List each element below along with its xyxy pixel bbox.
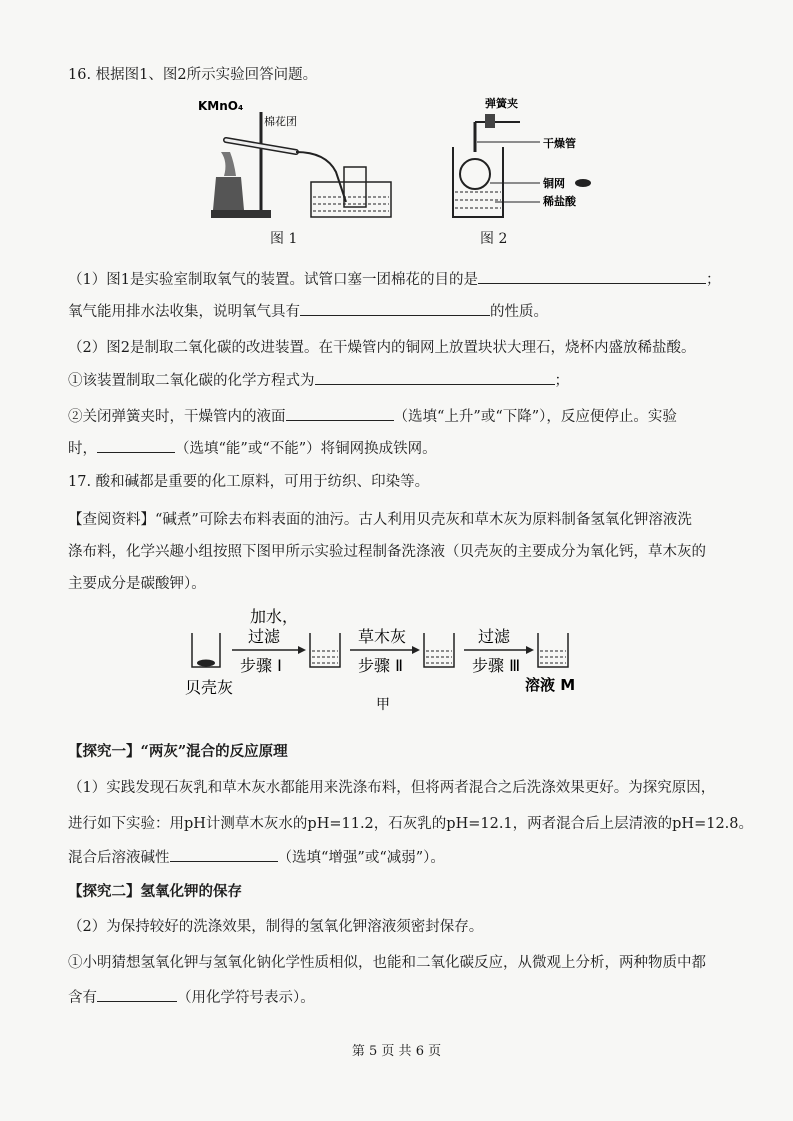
answer-blank-cotton-purpose[interactable] — [478, 269, 706, 284]
explore1-line3: 混合后溶液碱性 （选填“增强”或“减弱”）。 — [68, 846, 445, 867]
q16-stem: 16. 根据图1、图2所示实验回答问题。 — [68, 67, 318, 83]
explore2-line1: （2）为保持较好的洗涤效果，制得的氢氧化钾溶液须密封保存。 — [68, 919, 484, 935]
q16-part2-2-line2: 时， （选填“能”或“不能”）将铜网换成铁网。 — [68, 437, 437, 458]
step1-label: 步骤 Ⅰ — [240, 656, 282, 675]
answer-blank-can-replace[interactable] — [97, 438, 175, 453]
figure-1-caption: 图 1 — [270, 231, 298, 247]
start-label: 贝壳灰 — [185, 678, 234, 697]
q17-info-line1: 【查阅资料】“碱煮”可除去布料表面的油污。古人利用贝壳灰和草木灰为原料制备氢氧化钾溶液洗 — [68, 512, 692, 528]
answer-blank-liquid-level[interactable] — [286, 406, 394, 421]
answer-blank-alkalinity[interactable] — [170, 847, 278, 862]
explore1-line2: 进行如下实验：用pH计测草木灰水的pH=11.2，石灰乳的pH=12.1，两者混合后上层清液的pH=12.8。 — [68, 816, 754, 832]
figure-1 — [196, 92, 406, 227]
answer-blank-equation[interactable] — [315, 370, 555, 385]
flow-caption: 甲 — [376, 697, 390, 713]
cotton-label: 棉花团 — [264, 115, 297, 128]
q17-info-line3: 主要成分是碳酸钾）。 — [68, 576, 206, 592]
copper-mesh-label: 铜网 — [543, 177, 565, 190]
step1-top-line1: 加水， — [250, 607, 299, 626]
kmno4-label: KMnO₄ — [198, 99, 244, 113]
answer-blank-oxygen-property[interactable] — [300, 301, 490, 316]
q16-part2-intro: （2）图2是制取二氧化碳的改进装置。在干燥管内的铜网上放置块状大理石，烧杯内盛放稀盐酸。 — [68, 340, 696, 356]
step3-top: 过滤 — [478, 627, 511, 646]
q16-part2-2-line1: ②关闭弹簧夹时，干燥管内的液面 （选填“上升”或“下降”），反应便停止。实验 — [68, 405, 677, 426]
end-label: 溶液 M — [525, 676, 576, 694]
explore2-title: 【探究二】氢氧化钾的保存 — [68, 883, 242, 900]
step2-top: 草木灰 — [358, 627, 407, 646]
flow-diagram-drawing — [180, 605, 600, 715]
figure-2 — [445, 92, 595, 227]
figure-2-caption: 图 2 — [480, 231, 508, 247]
explore1-line1: （1）实践发现石灰乳和草木灰水都能用来洗涤布料，但将两者混合之后洗涤效果更好。为探究原因， — [68, 780, 716, 796]
step2-label: 步骤 Ⅱ — [358, 656, 403, 675]
explore2-line2: ①小明猜想氢氧化钾与氢氧化钠化学性质相似，也能和二氧化碳反应，从微观上分析，两种物质中都 — [68, 955, 706, 971]
dilute-hcl-label: 稀盐酸 — [543, 195, 576, 208]
page-number-footer: 第 5 页 共 6 页 — [351, 1044, 442, 1059]
clamp-label: 弹簧夹 — [485, 97, 518, 110]
q16-part1-line1: （1）图1是实验室制取氧气的装置。试管口塞一团棉花的目的是 ； — [68, 268, 720, 289]
answer-blank-ion-symbol[interactable] — [97, 987, 177, 1002]
q17-stem: 17. 酸和碱都是重要的化工原料，可用于纺织、印染等。 — [68, 474, 430, 490]
drying-tube-label: 干燥管 — [543, 137, 576, 150]
explore2-line3: 含有 （用化学符号表示）。 — [68, 986, 315, 1007]
step3-label: 步骤 Ⅲ — [472, 656, 521, 675]
q16-part2-1: ①该装置制取二氧化碳的化学方程式为 ； — [68, 369, 569, 390]
oxygen-apparatus-drawing — [196, 92, 406, 227]
co2-apparatus-drawing — [445, 92, 595, 227]
explore1-title: 【探究一】“两灰”混合的反应原理 — [68, 743, 288, 760]
flow-diagram — [180, 605, 600, 715]
step1-top-line2: 过滤 — [248, 627, 281, 646]
q17-info-line2: 涤布料，化学兴趣小组按照下图甲所示实验过程制备洗涤液（贝壳灰的主要成分为氧化钙，草木灰的 — [68, 544, 706, 560]
q16-part1-line2: 氧气能用排水法收集，说明氧气具有 的性质。 — [68, 300, 548, 321]
